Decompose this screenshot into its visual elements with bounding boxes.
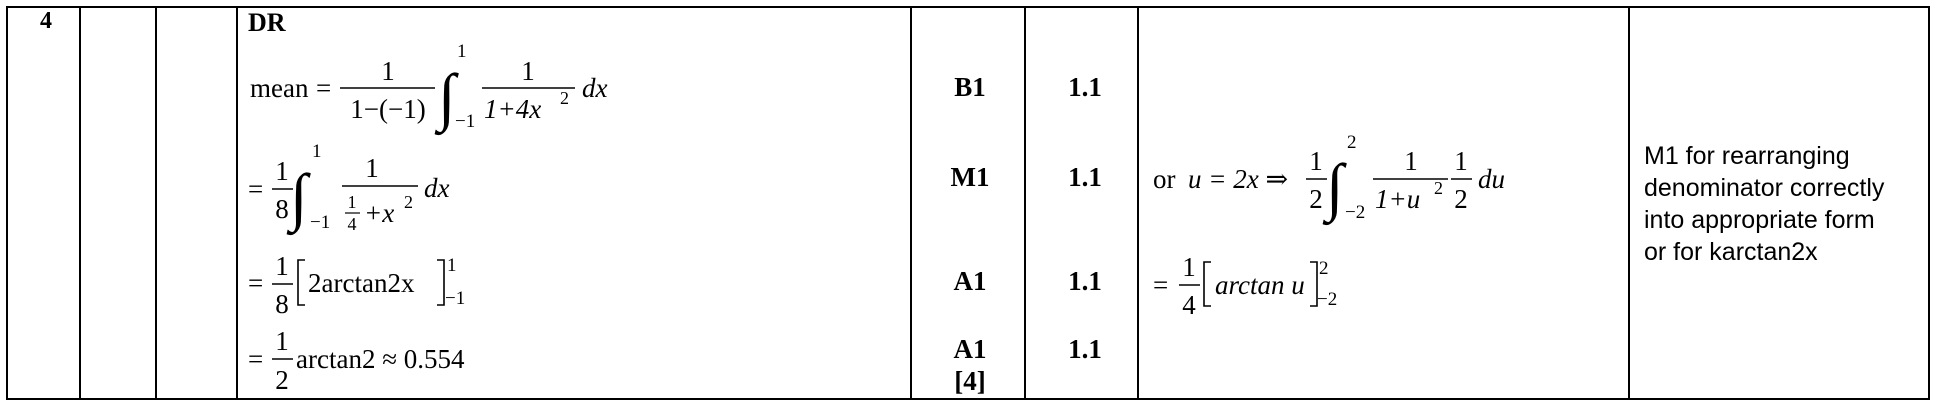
guidance-notes — [1644, 140, 1924, 268]
integral-sign: ∫ — [1326, 151, 1344, 222]
fraction-numerator: 1 — [275, 156, 289, 186]
ao-code: 1.1 — [1068, 266, 1102, 296]
upper-evaluation-limit: 1 — [447, 255, 457, 276]
total-marks: [4] — [954, 366, 986, 396]
fraction-denominator: 1+u — [1375, 184, 1421, 214]
integral-lower-limit: −1 — [310, 212, 331, 233]
right-bracket — [437, 260, 444, 305]
differential: dx — [582, 73, 608, 103]
exponent: 2 — [404, 192, 413, 212]
left-bracket — [1204, 262, 1211, 306]
right-bracket — [1310, 262, 1317, 306]
alternative-line-2 — [1153, 252, 1337, 320]
mark-code: A1 — [953, 266, 987, 296]
exponent: 2 — [1434, 178, 1443, 198]
fraction-numerator: 1 — [1404, 146, 1418, 176]
mean-label: mean — [250, 73, 309, 103]
upper-evaluation-limit: 2 — [1319, 258, 1329, 279]
fraction-numerator: 1 — [365, 153, 379, 183]
answer-line-4 — [248, 326, 465, 395]
lower-evaluation-limit: −2 — [1317, 289, 1338, 310]
ao-code: 1.1 — [1068, 72, 1102, 102]
left-bracket — [298, 260, 305, 305]
result-text: arctan2 ≈ 0.554 — [296, 344, 465, 374]
question-number: 4 — [40, 8, 52, 34]
method-label: DR — [248, 8, 286, 37]
alternative-line-1 — [1153, 132, 1505, 226]
integral-upper-limit: 2 — [1347, 132, 1357, 153]
equals-sign: = — [1153, 270, 1169, 300]
inner-fraction-denominator: 4 — [347, 214, 357, 234]
alternative-prefix: or — [1153, 164, 1176, 194]
guidance-line: into appropriate form — [1644, 206, 1875, 234]
integral-upper-limit: 1 — [312, 141, 322, 162]
answer-line-2 — [248, 141, 450, 236]
substitution: u = 2x ⇒ — [1188, 164, 1289, 194]
guidance-line: M1 for rearranging — [1644, 142, 1850, 170]
denominator-rest: +x — [364, 198, 395, 228]
lower-evaluation-limit: −1 — [445, 288, 466, 309]
integral-sign: ∫ — [438, 61, 456, 132]
integral-lower-limit: −2 — [1345, 202, 1366, 223]
exponent: 2 — [560, 88, 569, 108]
fraction-denominator: 1−(−1) — [350, 94, 426, 124]
integral-lower-limit: −1 — [455, 111, 476, 132]
answer-line-3 — [248, 251, 465, 319]
fraction-numerator: 1 — [521, 56, 535, 86]
equals-sign: = — [248, 174, 264, 204]
differential: du — [1478, 164, 1505, 194]
bracket-content: 2arctan2x — [308, 268, 415, 298]
fraction-denominator: 2 — [275, 365, 289, 395]
ao-code: 1.1 — [1068, 162, 1102, 192]
mark-code: B1 — [954, 72, 986, 102]
fraction-numerator: 1 — [1309, 146, 1323, 176]
fraction-numerator: 1 — [1182, 252, 1196, 282]
mark-code: M1 — [950, 162, 990, 192]
fraction-numerator: 1 — [1454, 146, 1468, 176]
fraction-denominator: 8 — [275, 289, 289, 319]
ao-code: 1.1 — [1068, 334, 1102, 364]
equals-sign: = — [248, 268, 264, 298]
fraction-numerator: 1 — [381, 56, 395, 86]
fraction-denominator: 2 — [1454, 184, 1468, 214]
fraction-numerator: 1 — [275, 251, 289, 281]
fraction-denominator: 1+4x — [484, 94, 542, 124]
answer-line-1 — [250, 41, 608, 136]
fraction-denominator: 2 — [1309, 184, 1323, 214]
equals-sign: = — [248, 344, 264, 374]
fraction-denominator: 4 — [1182, 290, 1196, 320]
integral-sign: ∫ — [290, 161, 308, 232]
bracket-content: arctan u — [1215, 270, 1305, 300]
mark-code: A1 — [953, 334, 987, 364]
inner-fraction-numerator: 1 — [347, 192, 357, 212]
differential: dx — [424, 173, 450, 203]
fraction-denominator: 8 — [275, 194, 289, 224]
guidance-line: or for karctan2x — [1644, 238, 1818, 266]
guidance-line: denominator correctly — [1644, 174, 1885, 202]
fraction-numerator: 1 — [275, 326, 289, 356]
integral-upper-limit: 1 — [457, 41, 467, 62]
equals-sign: = — [316, 73, 332, 103]
